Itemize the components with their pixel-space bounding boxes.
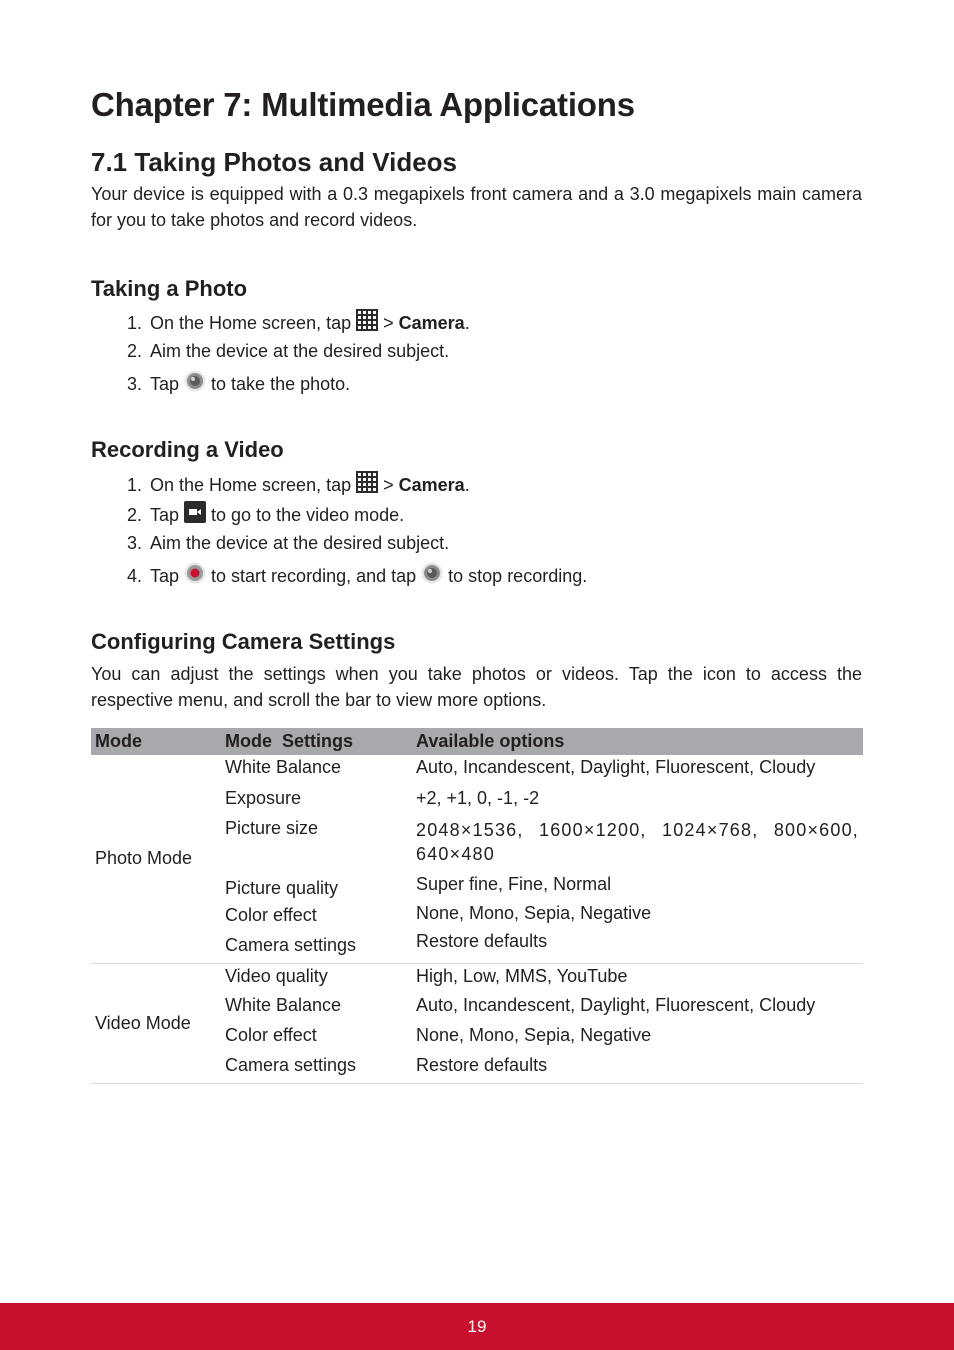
step-separator: > — [383, 313, 394, 333]
apps-grid-icon — [356, 471, 378, 499]
setting-name: White Balance — [225, 995, 342, 1015]
photo-step-3 — [127, 370, 350, 398]
step-number: 1. — [127, 313, 143, 333]
setting-name: Exposure — [225, 788, 302, 808]
setting-options: Restore defaults — [412, 1053, 863, 1083]
step-text: Tap — [150, 374, 180, 394]
video-mode-icon — [184, 501, 206, 529]
configuring-paragraph: You can adjust the settings when you take photos or videos. Tap the icon to access the respective menu, and scroll the bar to view more options. — [91, 664, 862, 710]
setting-options: None, Mono, Sepia, Negative — [416, 903, 652, 923]
step-text: Aim the device at the desired subject. — [150, 341, 450, 361]
step-text: Tap — [150, 566, 180, 586]
setting-name: Video quality — [225, 965, 328, 986]
apps-grid-icon — [356, 309, 378, 337]
camera-label: Camera — [398, 313, 465, 333]
setting-name: Camera settings — [221, 931, 412, 963]
step-number: 1. — [127, 475, 143, 495]
page-footer — [0, 1303, 954, 1350]
setting-name: White Balance — [225, 757, 342, 777]
step-separator: > — [383, 475, 394, 495]
page-number: 19 — [467, 1316, 487, 1336]
shutter-icon — [184, 370, 206, 398]
header-mode: Mode — [91, 728, 221, 755]
header-mode-settings: Mode Settings — [221, 728, 412, 755]
setting-name: Camera settings — [221, 1053, 412, 1083]
section-title: 7.1 Taking Photos and Videos — [91, 147, 458, 177]
step-number: 2. — [127, 505, 143, 525]
step-text: On the Home screen, tap — [150, 475, 352, 495]
step-suffix: to take the photo. — [211, 374, 351, 394]
setting-options: +2, +1, 0, -1, -2 — [416, 788, 540, 808]
step-text: Aim the device at the desired subject. — [150, 533, 450, 553]
step-text: Tap — [150, 505, 180, 525]
video-step-1 — [127, 471, 470, 499]
video-step-2 — [127, 501, 404, 529]
table-header-row — [91, 728, 863, 755]
header-available-options: Available options — [412, 728, 863, 755]
recording-video-heading: Recording a Video — [91, 437, 284, 462]
photo-step-2 — [127, 339, 449, 363]
photo-mode-cell: Photo Mode — [91, 755, 221, 963]
step-number: 4. — [127, 566, 143, 586]
setting-name: Color effect — [225, 905, 317, 925]
camera-label: Camera — [398, 475, 465, 495]
shutter-icon — [421, 562, 443, 590]
step-suffix: to stop recording. — [448, 566, 588, 586]
record-icon — [184, 562, 206, 590]
step-suffix: . — [464, 313, 470, 333]
setting-options: None, Mono, Sepia, Negative — [416, 1025, 652, 1045]
video-mode-cell: Video Mode — [91, 963, 221, 1083]
photo-step-1 — [127, 309, 470, 337]
intro-paragraph: Your device is equipped with a 0.3 megapixels front camera and a 3.0 megapixels main camera for you to take photos and record videos. — [91, 184, 862, 230]
video-step-3 — [127, 531, 449, 555]
step-suffix: to go to the video mode. — [211, 505, 405, 525]
camera-settings-table — [91, 728, 863, 1084]
setting-options: 2048×1536, 1600×1200, 1024×768, 800×600, 640×480 — [416, 820, 859, 864]
step-number: 3. — [127, 533, 143, 553]
taking-photo-heading: Taking a Photo — [91, 276, 248, 301]
step-number: 3. — [127, 374, 143, 394]
table-row — [91, 963, 863, 993]
setting-name: Picture size — [225, 818, 319, 838]
table-row — [91, 755, 863, 785]
setting-name: Color effect — [225, 1025, 317, 1045]
chapter-title: Chapter 7: Multimedia Applications — [91, 86, 635, 123]
setting-options: Super fine, Fine, Normal — [416, 874, 612, 894]
step-suffix: . — [464, 475, 470, 495]
step-text: On the Home screen, tap — [150, 313, 352, 333]
setting-name: Picture quality — [225, 878, 339, 898]
setting-options: Auto, Incandescent, Daylight, Fluorescent, Cloudy — [416, 757, 816, 777]
setting-options: Auto, Incandescent, Daylight, Fluorescent, Cloudy — [416, 995, 816, 1015]
video-step-4 — [127, 562, 587, 590]
step-middle: to start recording, and tap — [211, 566, 417, 586]
configuring-heading: Configuring Camera Settings — [91, 629, 396, 654]
setting-options: Restore defaults — [412, 931, 863, 963]
step-number: 2. — [127, 341, 143, 361]
setting-options: High, Low, MMS, YouTube — [416, 965, 628, 986]
